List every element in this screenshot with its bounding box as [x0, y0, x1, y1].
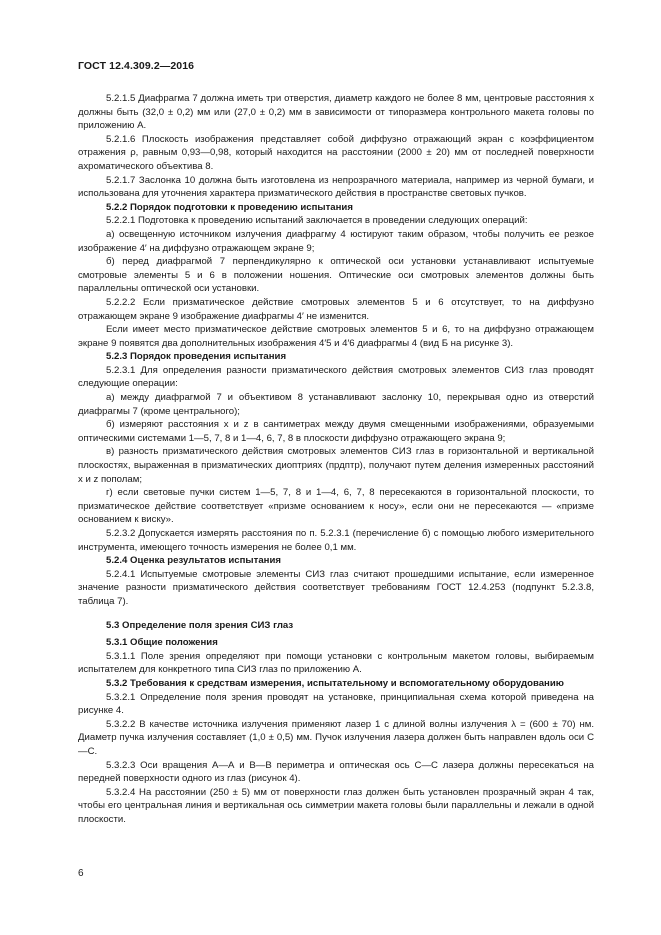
paragraph: 5.2.3.1 Для определения разности призматического действия смотровых элементов СИЗ глаз проводят следующие операции:	[78, 364, 594, 390]
paragraph: Если имеет место призматическое действие смотровых элементов 5 и 6, то на диффузно отражающем экране 9 появятся два дополнительных изображения 4′5 и 4′6 диафрагмы 4 (вид Б на рисунке 3).	[78, 324, 594, 349]
paragraph: 5.2.1.6 Плоскость изображения представляет собой диффузно отражающий экран с коэффициентом отражения ρ, равным 0,93—0,98, который находится на расстоянии (2000 ± 20) мм от последней поверхности ахроматического объектива 8.	[78, 133, 594, 172]
list-item: а) освещенную источником излучения диафрагму 4 юстируют таким образом, чтобы получить ее резкое изображение 4′ на диффузно отражающем экране 9;	[78, 228, 594, 254]
paragraph: 5.2.2.2 Если призматическое действие смотровых элементов 5 и 6 отсутствует, то на диффузно отражающем экране 9 изображение диафрагмы 4′ не изменится.	[78, 296, 594, 322]
paragraph: 5.2.3.2 Допускается измерять расстояния по п. 5.2.3.1 (перечисление б) с помощью любого измерительного инструмента, имеющего точность измерения не более 0,1 мм.	[78, 528, 594, 553]
paragraph: 5.3.2.4 На расстоянии (250 ± 5) мм от поверхности глаз должен быть установлен прозрачный экран 4 так, чтобы его центральная линия и вертикальная ось симметрии макета головы были параллельны и лежали в одной плоскости.	[78, 786, 594, 825]
list-item: б) перед диафрагмой 7 перпендикулярно к оптической оси установки устанавливают испытуемые смотровые элементы 5 и 6 в положении ношения. Оптические оси смотровых элементов должны быть параллельны оптической оси установки.	[78, 256, 594, 295]
document-body	[78, 92, 594, 826]
paragraph: 5.3.2.2 В качестве источника излучения применяют лазер 1 с длиной волны излучения λ = (600 ± 70) нм. Диаметр пучка излучения составляет (1,0 ± 0,5) мм. Пучок излучения лазера должен быть направлен вдоль оси С—С.	[78, 718, 594, 757]
list-item: а) между диафрагмой 7 и объективом 8 устанавливают заслонку 10, перекрывая одно из отверстий диафрагмы 7 (кроме центрального);	[78, 392, 594, 417]
paragraph: 5.2.2.1 Подготовка к проведению испытаний заключается в проведении следующих операций:	[106, 215, 528, 227]
section-heading: 5.2.2 Порядок подготовки к проведению испытания	[106, 201, 353, 213]
section-heading: 5.3.2 Требования к средствам измерения, испытательному и вспомогательному оборудованию	[106, 677, 564, 689]
paragraph: 5.3.1.1 Поле зрения определяют при помощи установки с контрольным макетом головы, выбираемым испытателем для конкретного типа СИЗ глаз по приложению А.	[78, 650, 594, 676]
paragraph: 5.2.1.7 Заслонка 10 должна быть изготовлена из непрозрачного материала, например из черной бумаги, и использована для уточнения характера призматического действия в пространстве световых пучков.	[78, 174, 594, 200]
document-header: ГОСТ 12.4.309.2—2016	[78, 60, 195, 72]
section-heading: 5.3.1 Общие положения	[106, 637, 218, 649]
section-heading-main: 5.3 Определение поля зрения СИЗ глаз	[106, 619, 294, 631]
list-item: б) измеряют расстояния x и z в сантиметрах между двумя смещенными изображениями, образуемыми оптическими системами 1—5, 7, 8 и 1—4, 6, 7, 8 в плоскости диффузно отражающего экрана 9;	[78, 419, 594, 444]
paragraph: 5.3.2.3 Оси вращения А—А и В—В периметра и оптическая ось С—С лазера должны пересекаться на передней поверхности одного из глаз (рисунок 4).	[78, 759, 594, 785]
paragraph: 5.2.4.1 Испытуемые смотровые элементы СИЗ глаз считают прошедшими испытание, если измеренное значение разности призматического действия соответствует требованиям ГОСТ 12.4.253 (подпункт 5.2.3.8, таблица 7).	[78, 568, 594, 607]
paragraph: 5.3.2.1 Определение поля зрения проводят на установке, принципиальная схема которой приведена на рисунке 4.	[78, 691, 594, 717]
section-heading: 5.2.3 Порядок проведения испытания	[106, 351, 287, 363]
paragraph: 5.2.1.5 Диафрагма 7 должна иметь три отверстия, диаметр каждого не более 8 мм, центровые расстояния x должны быть (32,0 ± 0,2) мм или (27,0 ± 0,2) мм в зависимости от типоразмера контрольного макета головы по приложению А.	[78, 93, 594, 132]
list-item: г) если световые пучки систем 1—5, 7, 8 и 1—4, 6, 7, 8 пересекаются в горизонтальной плоскости, то призматическое действие соответствует «призме основанием к носу», если они не пересекаются — «призме основанием к виску».	[78, 487, 594, 526]
page-number: 6	[78, 868, 84, 879]
section-heading: 5.2.4 Оценка результатов испытания	[106, 555, 281, 567]
list-item: в) разность призматического действия смотровых элементов СИЗ глаз в горизонтальной и вертикальной плоскостях, выраженная в призматических диоптриях (прдптр), получают путем деления измеренных расстояний x и z пополам;	[78, 446, 594, 485]
